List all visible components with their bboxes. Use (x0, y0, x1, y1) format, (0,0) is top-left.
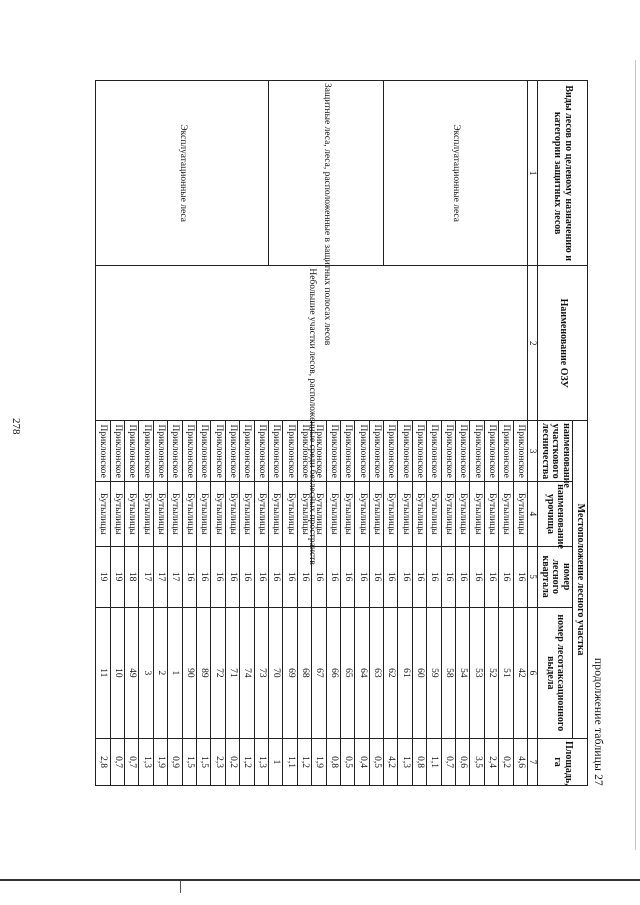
allotment-cell: 11 (96, 607, 110, 738)
area-cell: 3,5 (470, 739, 484, 786)
forestry-cell: Приклонское (125, 421, 139, 482)
area-cell: 0,8 (412, 739, 426, 786)
allotment-cell: 65 (340, 607, 354, 738)
category-cell: Эксплуатационные леса (96, 81, 269, 266)
tract-cell: Бутылицы (168, 482, 182, 547)
allotment-cell: 71 (225, 607, 239, 738)
area-cell: 0,4 (355, 739, 369, 786)
table-body (96, 81, 528, 786)
forestry-cell: Приклонское (96, 421, 110, 482)
allotment-cell: 42 (513, 607, 527, 738)
forestry-cell: Приклонское (225, 421, 239, 482)
quarter-cell: 16 (441, 546, 455, 607)
forestry-cell: Приклонское (427, 421, 441, 482)
allotment-cell: 60 (412, 607, 426, 738)
quarter-cell: 16 (240, 546, 254, 607)
forestry-cell: Приклонское (240, 421, 254, 482)
forestry-cell: Приклонское (197, 421, 211, 482)
continuation-label: продолжение таблицы 27 (592, 657, 604, 786)
forestry-cell: Приклонское (484, 421, 498, 482)
tract-cell: Бутылицы (398, 482, 412, 547)
area-cell: 1,3 (139, 739, 153, 786)
allotment-cell: 51 (499, 607, 513, 738)
quarter-cell: 16 (470, 546, 484, 607)
allotment-cell: 61 (398, 607, 412, 738)
tract-cell: Бутылицы (499, 482, 513, 547)
header-ozu: Наименование ОЗУ (538, 266, 588, 421)
tract-cell: Бутылицы (412, 482, 426, 547)
forestry-cell: Приклонское (384, 421, 398, 482)
area-cell: 0,7 (441, 739, 455, 786)
col-number: 1 (528, 81, 538, 266)
allotment-cell: 73 (254, 607, 268, 738)
quarter-cell: 16 (355, 546, 369, 607)
col-number: 4 (528, 482, 538, 547)
allotment-cell: 74 (240, 607, 254, 738)
quarter-cell: 16 (312, 546, 326, 607)
header-location: Местоположение лесного участка (573, 421, 588, 739)
forestry-cell: Приклонское (513, 421, 527, 482)
col-number: 6 (528, 607, 538, 738)
scan-edge-line (635, 60, 636, 850)
forestry-cell: Приклонское (499, 421, 513, 482)
tract-cell: Бутылицы (153, 482, 167, 547)
area-cell: 1,5 (182, 739, 196, 786)
tract-cell: Бутылицы (484, 482, 498, 547)
quarter-cell: 16 (513, 546, 527, 607)
quarter-cell: 16 (340, 546, 354, 607)
quarter-cell: 18 (125, 546, 139, 607)
forestry-cell: Приклонское (312, 421, 326, 482)
header-forestry: наименование участкового лесничества (538, 421, 573, 482)
area-cell: 0,2 (225, 739, 239, 786)
area-cell: 1 (268, 739, 282, 786)
table-row (513, 81, 527, 786)
quarter-cell: 16 (326, 546, 340, 607)
area-cell: 0,5 (369, 739, 383, 786)
col-number: 2 (528, 266, 538, 421)
allotment-cell: 62 (384, 607, 398, 738)
forestry-cell: Приклонское (268, 421, 282, 482)
allotment-cell: 10 (110, 607, 124, 738)
quarter-cell: 16 (268, 546, 282, 607)
area-cell: 1,9 (153, 739, 167, 786)
allotment-cell: 1 (168, 607, 182, 738)
tract-cell: Бутылицы (384, 482, 398, 547)
tract-cell: Бутылицы (369, 482, 383, 547)
header-tract: наименование урочища (538, 482, 573, 547)
allotment-cell: 68 (297, 607, 311, 738)
allotment-cell: 54 (456, 607, 470, 738)
tract-cell: Бутылицы (326, 482, 340, 547)
quarter-cell: 16 (283, 546, 297, 607)
forestry-cell: Приклонское (139, 421, 153, 482)
quarter-cell: 16 (254, 546, 268, 607)
tract-cell: Бутылицы (355, 482, 369, 547)
quarter-cell: 16 (182, 546, 196, 607)
tract-cell: Бутылицы (110, 482, 124, 547)
tract-cell: Бутылицы (240, 482, 254, 547)
tract-cell: Бутылицы (427, 482, 441, 547)
area-cell: 4,6 (513, 739, 527, 786)
area-cell: 1,1 (283, 739, 297, 786)
forestry-cell: Приклонское (254, 421, 268, 482)
area-cell: 0,6 (456, 739, 470, 786)
forestry-cell: Приклонское (441, 421, 455, 482)
area-cell: 0,5 (340, 739, 354, 786)
forestry-cell: Приклонское (355, 421, 369, 482)
tract-cell: Бутылицы (470, 482, 484, 547)
quarter-cell: 16 (211, 546, 225, 607)
allotment-cell: 89 (197, 607, 211, 738)
forestry-cell: Приклонское (326, 421, 340, 482)
forestry-cell: Приклонское (398, 421, 412, 482)
col-number: 3 (528, 421, 538, 482)
tract-cell: Бутылицы (513, 482, 527, 547)
quarter-cell: 16 (398, 546, 412, 607)
quarter-cell: 16 (297, 546, 311, 607)
area-cell: 0,7 (110, 739, 124, 786)
header-category: Виды лесов по целевому назначению и категории защитных лесов (538, 81, 588, 266)
quarter-cell: 19 (96, 546, 110, 607)
quarter-cell: 16 (412, 546, 426, 607)
allotment-cell: 69 (283, 607, 297, 738)
area-cell: 1,2 (297, 739, 311, 786)
tract-cell: Бутылицы (441, 482, 455, 547)
area-cell: 1,3 (398, 739, 412, 786)
category-cell: Эксплуатационные леса (384, 81, 528, 266)
tract-cell: Бутылицы (297, 482, 311, 547)
quarter-cell: 16 (197, 546, 211, 607)
page-number: 278 (10, 418, 22, 435)
allotment-cell: 49 (125, 607, 139, 738)
tract-cell: Бутылицы (182, 482, 196, 547)
area-cell: 0,8 (326, 739, 340, 786)
forest-table (95, 80, 588, 786)
quarter-cell: 16 (427, 546, 441, 607)
area-cell: 1,5 (197, 739, 211, 786)
bottom-tick (180, 881, 181, 893)
allotment-cell: 53 (470, 607, 484, 738)
allotment-cell: 72 (211, 607, 225, 738)
allotment-cell: 63 (369, 607, 383, 738)
tract-cell: Бутылицы (268, 482, 282, 547)
ozu-cell: Небольшие участки лесов, расположенные среди безлесных пространств (96, 266, 528, 421)
area-cell: 0,7 (125, 739, 139, 786)
tract-cell: Бутылицы (139, 482, 153, 547)
quarter-cell: 16 (499, 546, 513, 607)
area-cell: 4,2 (384, 739, 398, 786)
header-area: Площадь, га (538, 739, 588, 786)
forestry-cell: Приклонское (340, 421, 354, 482)
allotment-cell: 67 (312, 607, 326, 738)
quarter-cell: 19 (110, 546, 124, 607)
area-cell: 0,2 (499, 739, 513, 786)
area-cell: 0,9 (168, 739, 182, 786)
quarter-cell: 17 (139, 546, 153, 607)
tract-cell: Бутылицы (125, 482, 139, 547)
header-allotment: номер лесотаксационного выдела (538, 607, 573, 738)
table-row (254, 81, 268, 786)
bottom-rule (0, 879, 640, 881)
allotment-cell: 59 (427, 607, 441, 738)
allotment-cell: 90 (182, 607, 196, 738)
quarter-cell: 16 (384, 546, 398, 607)
area-cell: 1,9 (312, 739, 326, 786)
forestry-cell: Приклонское (412, 421, 426, 482)
area-cell: 1,1 (427, 739, 441, 786)
tract-cell: Бутылицы (283, 482, 297, 547)
category-cell: Защитные леса, леса, расположенные в защитных полосах лесов (268, 81, 383, 266)
allotment-cell: 2 (153, 607, 167, 738)
tract-cell: Бутылицы (456, 482, 470, 547)
area-cell: 1,3 (254, 739, 268, 786)
forestry-cell: Приклонское (470, 421, 484, 482)
quarter-cell: 17 (153, 546, 167, 607)
quarter-cell: 16 (484, 546, 498, 607)
tract-cell: Бутылицы (225, 482, 239, 547)
table-row (369, 81, 383, 786)
forestry-cell: Приклонское (283, 421, 297, 482)
allotment-cell: 58 (441, 607, 455, 738)
allotment-cell: 3 (139, 607, 153, 738)
allotment-cell: 52 (484, 607, 498, 738)
forestry-cell: Приклонское (211, 421, 225, 482)
area-cell: 1,2 (240, 739, 254, 786)
forestry-cell: Приклонское (297, 421, 311, 482)
forestry-cell: Приклонское (168, 421, 182, 482)
tract-cell: Бутылицы (96, 482, 110, 547)
col-number: 7 (528, 739, 538, 786)
forestry-cell: Приклонское (153, 421, 167, 482)
forestry-cell: Приклонское (182, 421, 196, 482)
area-cell: 2,3 (211, 739, 225, 786)
forestry-cell: Приклонское (456, 421, 470, 482)
forestry-cell: Приклонское (369, 421, 383, 482)
forestry-cell: Приклонское (110, 421, 124, 482)
area-cell: 2,4 (484, 739, 498, 786)
quarter-cell: 16 (225, 546, 239, 607)
area-cell: 2,8 (96, 739, 110, 786)
quarter-cell: 17 (168, 546, 182, 607)
tract-cell: Бутылицы (312, 482, 326, 547)
rotated-table-block (98, 80, 604, 786)
tract-cell: Бутылицы (197, 482, 211, 547)
quarter-cell: 16 (369, 546, 383, 607)
quarter-cell: 16 (456, 546, 470, 607)
header-quarter: номер лесного квартала (538, 546, 573, 607)
tract-cell: Бутылицы (211, 482, 225, 547)
tract-cell: Бутылицы (340, 482, 354, 547)
col-number: 5 (528, 546, 538, 607)
allotment-cell: 66 (326, 607, 340, 738)
tract-cell: Бутылицы (254, 482, 268, 547)
allotment-cell: 64 (355, 607, 369, 738)
allotment-cell: 70 (268, 607, 282, 738)
